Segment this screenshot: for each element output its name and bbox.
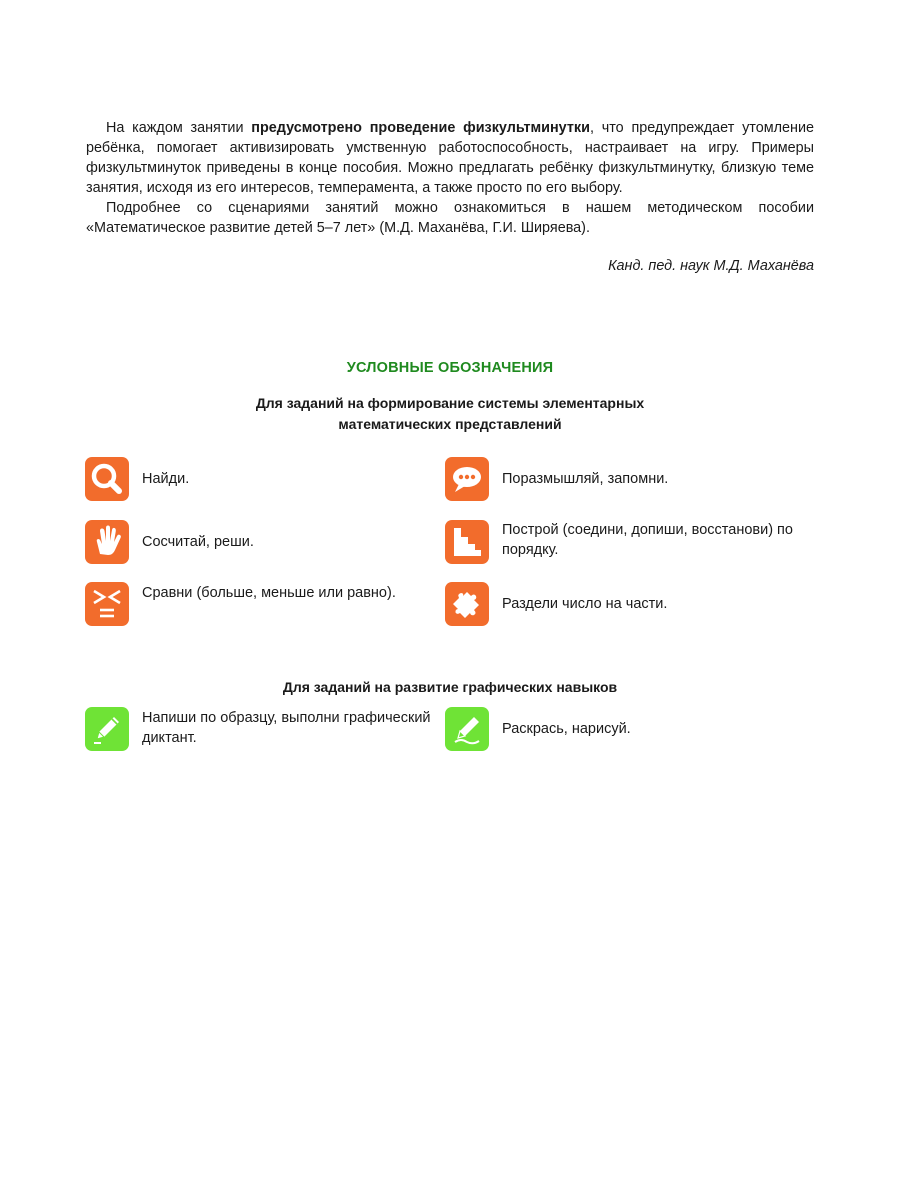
legend-item-think <box>445 457 802 501</box>
legend-label: Построй (соедини, допиши, восстанови) по порядку. <box>502 522 793 558</box>
intro-text <box>86 118 814 238</box>
legend-item-compare <box>85 582 442 626</box>
speech-bubble-icon <box>445 457 489 501</box>
pencil-icon <box>85 707 129 751</box>
intro-paragraph-2: Подробнее со сценариями занятий можно ознакомиться в нашем методическом пособии «Математическое развитие детей 5–7 лет» (М.Д. Маханёва, Г.И. Ширяева). <box>86 200 814 236</box>
legend-item-find <box>85 457 442 501</box>
legend-label: Раскрась, нарисуй. <box>502 721 631 737</box>
author-signature: Канд. пед. наук М.Д. Маханёва <box>608 258 814 274</box>
legend-label: Напиши по образцу, выполни графический диктант. <box>142 710 431 746</box>
section1-title: Для заданий на формирование системы элементарных математических представлений <box>255 395 645 432</box>
legend-label: Раздели число на части. <box>502 596 668 612</box>
legend-label: Сосчитай, реши. <box>142 534 254 550</box>
compare-signs-icon <box>85 582 129 626</box>
section2-title: Для заданий на развитие графических навыков <box>282 679 618 695</box>
hand-icon <box>85 520 129 564</box>
legend-item-color <box>445 707 802 751</box>
legend-label: Сравни (больше, меньше или равно). <box>142 585 396 601</box>
legend-item-build <box>445 520 802 564</box>
legend-label: Поразмышляй, запомни. <box>502 471 669 487</box>
legend-item-write <box>85 707 442 751</box>
legend-item-count <box>85 520 442 564</box>
intro-paragraph-1: На каждом занятии предусмотрено проведение физкультминутки, что предупреждает утомление ребёнка, помогает активизировать умственную работоспособность, настраивает на игру. Примеры физкультминуток приведены в конце пособия. Можно предлагать ребёнку физкультминутку, близкую теме занятия, исходя из его интересов, темперамента, а также просто по его выбору. <box>86 120 814 196</box>
magnifier-icon <box>85 457 129 501</box>
stairs-icon <box>445 520 489 564</box>
puzzle-icon <box>445 582 489 626</box>
legend-item-split <box>445 582 802 626</box>
legend-title: УСЛОВНЫЕ ОБОЗНАЧЕНИЯ <box>346 360 554 376</box>
pencil-color-icon <box>445 707 489 751</box>
legend-label: Найди. <box>142 471 190 487</box>
